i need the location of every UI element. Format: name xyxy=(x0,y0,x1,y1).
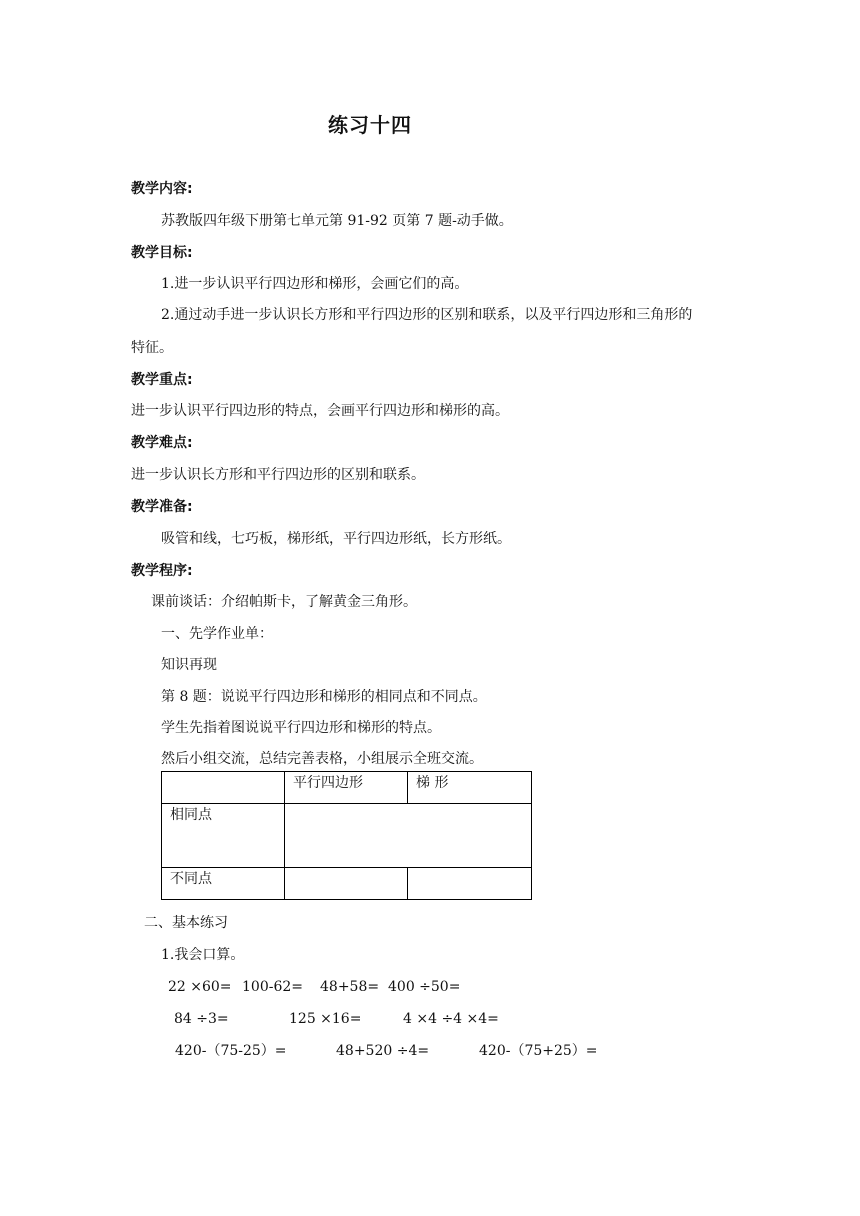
calc-item: 420-（75-25）= xyxy=(175,1043,287,1059)
table-row-label: 不同点 xyxy=(162,868,285,900)
difficulties-heading: 教学难点: xyxy=(131,435,193,451)
calc-item: 22 ×60= xyxy=(168,979,232,995)
preparation-heading: 教学准备: xyxy=(131,499,193,515)
table-row xyxy=(162,804,532,868)
calc-item: 84 ÷3= xyxy=(174,1011,229,1027)
goal-item-2-line-1: 2.通过动手进一步认识长方形和平行四边形的区别和联系，以及平行四边形和三角形的 xyxy=(161,307,693,323)
calc-item: 420-（75+25）= xyxy=(479,1043,598,1059)
page-title: 练习十四 xyxy=(328,113,412,137)
key-points-heading: 教学重点: xyxy=(131,372,193,388)
table-cell xyxy=(408,868,532,900)
table-cell xyxy=(285,804,532,868)
table-header-cell xyxy=(162,772,285,804)
content-text: 苏教版四年级下册第七单元第 91-92 页第 7 题-动手做。 xyxy=(161,213,513,229)
exercise-1-heading: 1.我会口算。 xyxy=(161,947,245,963)
table-header-cell: 平行四边形 xyxy=(285,772,408,804)
comparison-table xyxy=(161,771,532,900)
procedure-heading: 教学程序: xyxy=(131,563,193,579)
table-header-cell: 梯 形 xyxy=(408,772,532,804)
procedure-step-2: 然后小组交流，总结完善表格，小组展示全班交流。 xyxy=(161,751,483,767)
table-row-label: 相同点 xyxy=(162,804,285,868)
calc-item: 48+520 ÷4= xyxy=(336,1043,430,1059)
knowledge-review: 知识再现 xyxy=(161,657,217,673)
calc-item: 400 ÷50= xyxy=(388,979,461,995)
calc-item: 4 ×4 ÷4 ×4= xyxy=(403,1011,499,1027)
section-1-heading: 一、先学作业单： xyxy=(161,626,273,642)
procedure-step-1: 学生先指着图说说平行四边形和梯形的特点。 xyxy=(161,720,441,736)
procedure-intro: 课前谈话：介绍帕斯卡，了解黄金三角形。 xyxy=(151,594,417,610)
key-points-text: 进一步认识平行四边形的特点，会画平行四边形和梯形的高。 xyxy=(131,403,509,419)
goal-item-2-line-2: 特征。 xyxy=(131,340,173,356)
table-header-row xyxy=(162,772,532,804)
calc-item: 125 ×16= xyxy=(289,1011,362,1027)
goals-heading: 教学目标: xyxy=(131,245,193,261)
table-row xyxy=(162,868,532,900)
content-heading: 教学内容: xyxy=(131,181,193,197)
preparation-text: 吸管和线，七巧板，梯形纸，平行四边形纸，长方形纸。 xyxy=(161,531,511,547)
question-8: 第 8 题：说说平行四边形和梯形的相同点和不同点。 xyxy=(161,689,487,705)
calc-item: 100-62= xyxy=(242,979,303,995)
difficulties-text: 进一步认识长方形和平行四边形的区别和联系。 xyxy=(131,467,425,483)
table-cell xyxy=(285,868,408,900)
goal-item-1: 1.进一步认识平行四边形和梯形，会画它们的高。 xyxy=(161,276,469,292)
calc-item: 48+58= xyxy=(320,979,380,995)
section-2-heading: 二、基本练习 xyxy=(144,915,228,931)
